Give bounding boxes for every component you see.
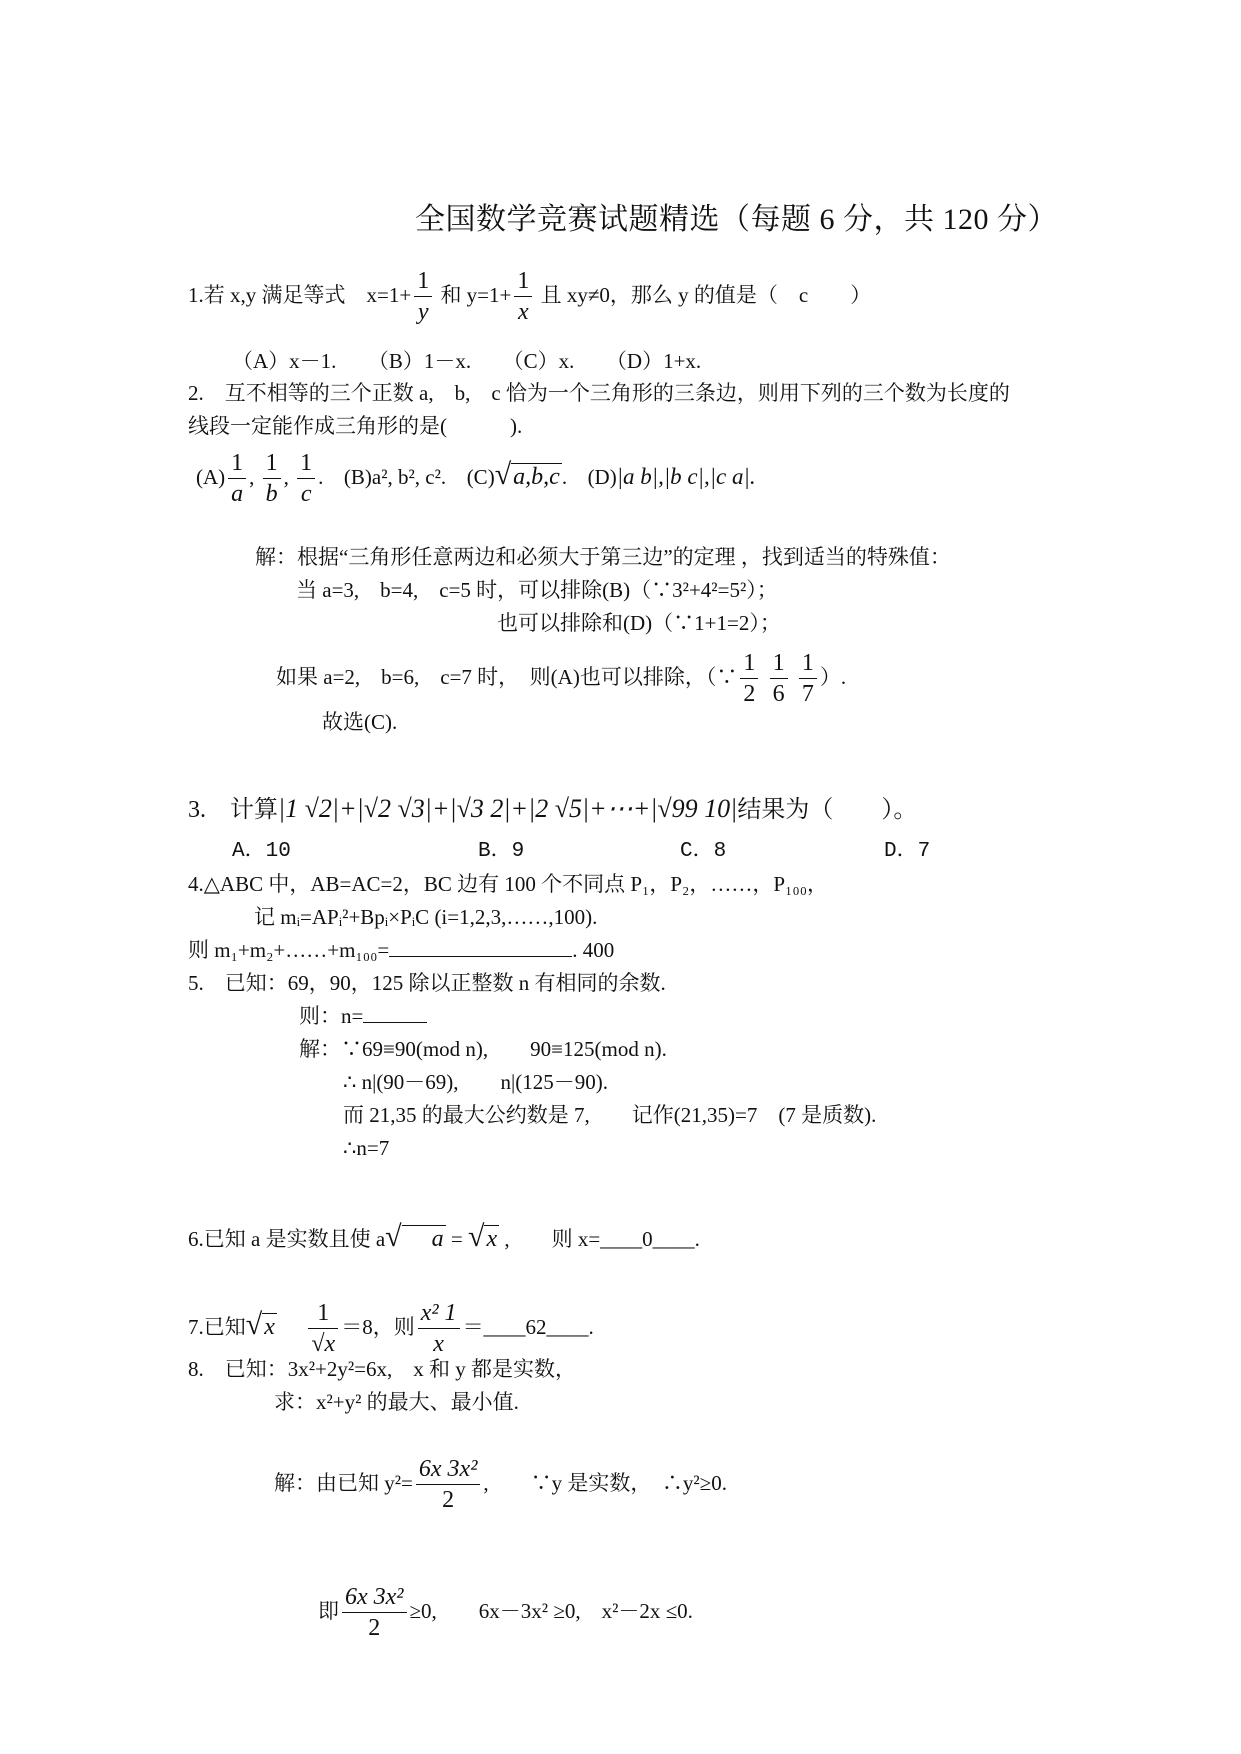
sol2-frac-sixth: $\frac{1}{6}$: [770, 650, 788, 709]
q3-option-b: B．9: [478, 840, 525, 863]
q8-fraction-2: $\frac{\text{6x 3x²}}{2}$: [342, 1584, 407, 1643]
question-1: [188, 268, 871, 327]
q3-option-d: D．7: [884, 840, 931, 863]
q3-option-a: A．10: [232, 840, 291, 863]
q2-option-d: |a b|,|b c|,|c a|.: [616, 464, 756, 490]
q4-line-3: 则 m₁+m₂+……+m₁₀₀= . 400: [188, 938, 615, 962]
q7-fraction-2: $\frac{\text{x² 1}}{x}$: [418, 1300, 460, 1359]
q8-fraction-1: $\frac{\text{6x 3x²}}{2}$: [416, 1456, 481, 1515]
q5-line-4: ∴ n|(90－69), n|(125－90).: [343, 1070, 608, 1094]
q5-line-6: ∴n=7: [343, 1136, 390, 1160]
q2-frac-b: $\frac{1}{b}$: [263, 450, 281, 509]
q5-answer-blank: [363, 1022, 427, 1023]
q2-options: (A) $\frac{1}{a}$ , $\frac{1}{b}$ , $\frac{1}{c}$ . (B)a², b², c². (C)√a,b,c. (D)|a b|,|b c|,|c a|.: [196, 450, 756, 507]
q1-suffix: 且 xy≠0，那么 y 的值是（ c ）: [535, 283, 872, 308]
q2-option-c-roots: √a,b,c: [494, 458, 560, 492]
page-title: 全国数学竞赛试题精选（每题 6 分，共 120 分）: [415, 203, 1058, 236]
q2-frac-c: $\frac{1}{c}$: [297, 450, 315, 509]
q3-prefix: 3. 计算: [188, 797, 278, 823]
q2-option-c-label: (C): [466, 465, 495, 490]
q1-fraction-2: $\frac{1}{x}$: [514, 268, 532, 327]
q8-line-1: 8. 已知：3x²+2y²=6x, x 和 y 都是实数，: [188, 1357, 577, 1381]
q2-option-a-label: (A): [196, 465, 226, 490]
sol2-frac-half: $\frac{1}{2}$: [740, 650, 758, 709]
q8-line-2: 求：x²+y² 的最大、最小值.: [274, 1390, 519, 1414]
q4-line-1: 4.△ABC 中，AB=AC=2，BC 边有 100 个不同点 P₁，P₂，……，P₁₀₀，: [188, 872, 829, 896]
q6-root-a: √ a: [385, 1220, 444, 1253]
sol2-line-4: 如果 a=2, b=6, c=7 时， 则(A)也可以排除，（∵ $\frac{1}{2}$ $\frac{1}{6}$ $\frac{1}{7}$ ）.: [276, 650, 847, 707]
sol2-line-3: 也可以排除和(D)（∵1+1=2）；: [497, 611, 781, 635]
q1-options: （A）x－1. （B）1－x. （C）x. （D）1+x.: [232, 349, 702, 373]
q1-fraction-1: $\frac{1}{y}$: [414, 268, 432, 327]
sol2-line-2: 当 a=3, b=4, c=5 时，可以排除(B)（∵3²+4²=5²）；: [296, 578, 778, 602]
q1-prefix: 1.若 x,y 满足等式 x=1+: [188, 283, 412, 308]
q3-option-c: C．8: [680, 840, 727, 863]
q2-frac-a: $\frac{1}{a}$: [228, 450, 246, 509]
q2-option-b: (B)a², b², c².: [343, 465, 447, 490]
q6-root-x: √x: [467, 1220, 498, 1253]
question-6: 6.已知 a 是实数且使 a√ a = √x , 则 x=____0____.: [188, 1220, 700, 1253]
q5-line-5: 而 21,35 的最大公约数是 7, 记作(21,35)=7 (7 是质数).: [343, 1103, 877, 1127]
q5-line-3: 解：∵69≡90(mod n), 90≡125(mod n).: [299, 1037, 667, 1061]
q4-answer-blank: [389, 956, 572, 957]
q7-fraction-1: $\frac{1}{√x}$: [308, 1300, 338, 1359]
question-7: 7.已知√x $\frac{1}{√x}$ ＝8，则 $\frac{\text{x² 1}}{x}$ ＝____62____.: [188, 1300, 594, 1357]
q5-line-2: 则：n=: [299, 1006, 427, 1027]
question-3: [188, 796, 917, 822]
q2-line-2: 线段一定能作成三角形的是( ).: [188, 414, 523, 438]
sol2-frac-seventh: $\frac{1}{7}$: [799, 650, 817, 709]
q3-expression: |1 √2|+|√2 √3|+|√3 2|+|2 √5|+⋯+|√99 10|: [278, 794, 738, 823]
q5-line-1: 5. 已知：69，90，125 除以正整数 n 有相同的余数.: [188, 971, 666, 995]
q2-line-1: 2. 互不相等的三个正数 a, b, c 恰为一个三角形的三条边，则用下列的三个数为长度的: [188, 381, 1010, 405]
q4-line-2: 记 mᵢ=APᵢ²+Bpᵢ×PᵢC (i=1,2,3,……,100).: [254, 905, 598, 929]
sol2-line-5: 故选(C).: [322, 710, 398, 734]
q7-root-x: √x: [245, 1308, 275, 1342]
q2-option-d-label: (D): [587, 465, 617, 490]
q1-middle: 和 y=1+: [435, 283, 512, 308]
sol2-line-1: 解：根据“三角形任意两边和必须大于第三边”的定理 ，找到适当的特殊值：: [255, 545, 951, 569]
q8-solution-line: 解：由已知 y²= $\frac{\text{6x 3x²}}{2}$ , ∵y 是实数， ∴y²≥0.: [274, 1456, 727, 1513]
q3-suffix: 结果为（ ）。: [737, 797, 918, 823]
q8-line-4: 即 $\frac{\text{6x 3x²}}{2}$ ≥0, 6x－3x² ≥0, x²－2x ≤0.: [318, 1584, 693, 1641]
